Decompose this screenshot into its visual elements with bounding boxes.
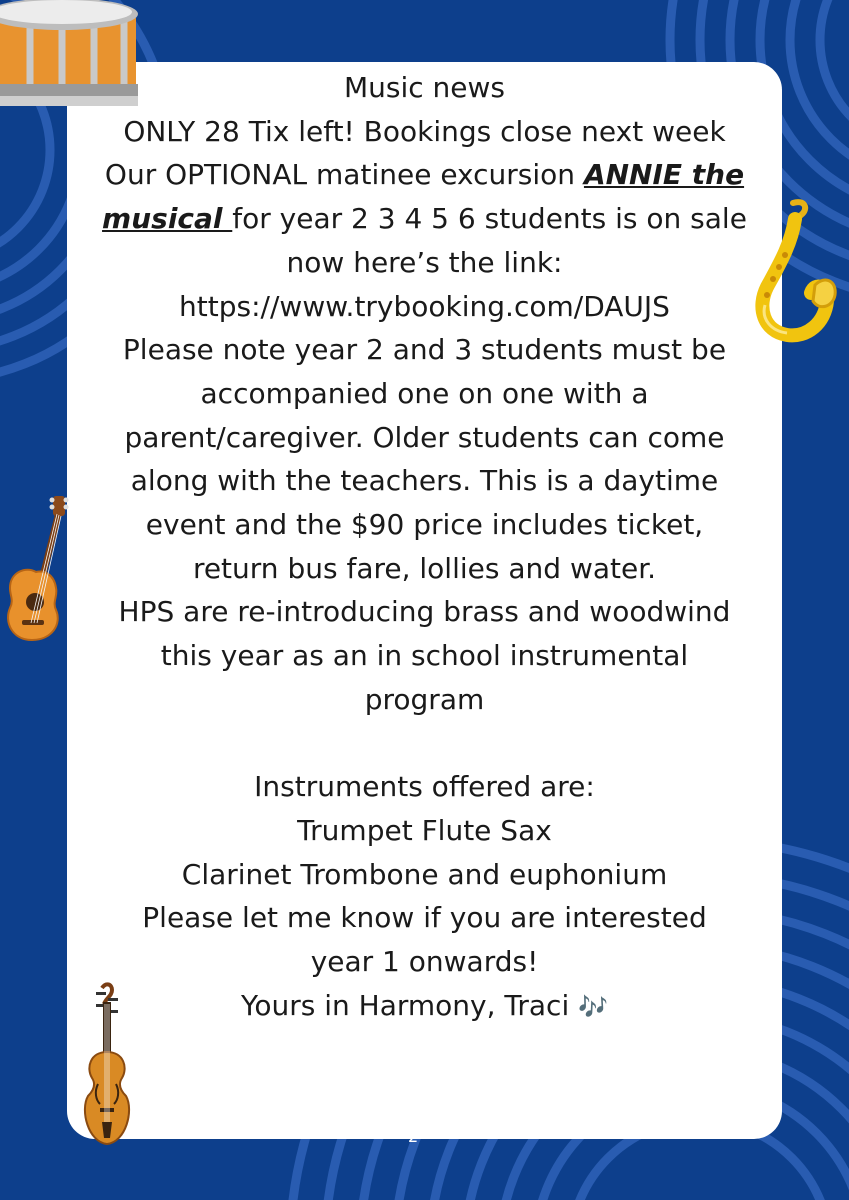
saxophone-icon — [745, 195, 840, 345]
interest-line-1: Please let me know if you are interested — [142, 901, 707, 935]
newsletter-body — [67, 66, 782, 1029]
excursion-line-1 — [67, 153, 782, 197]
show-name-part-1[interactable]: ANNIE the — [583, 158, 745, 192]
newsletter-card — [67, 62, 782, 1139]
interest-line-2: year 1 onwards! — [310, 945, 539, 979]
note-line-2: accompanied one on one with a — [200, 376, 649, 410]
excursion-text-post: for year 2 3 4 5 6 students is on sale — [232, 202, 747, 236]
excursion-line-2 — [67, 197, 782, 241]
note-line-5: event and the $90 price includes ticket, — [145, 508, 704, 542]
note-line-4: along with the teachers. This is a daytime — [130, 464, 719, 498]
excursion-text-pre: Our OPTIONAL matinee excursion — [104, 158, 584, 192]
program-line-3: program — [364, 682, 485, 716]
note-line-6: return bus fare, lollies and water. — [192, 551, 657, 585]
drum-icon — [0, 0, 140, 115]
violin-icon — [82, 982, 152, 1147]
booking-link[interactable]: https://www.trybooking.com/DAUJS — [179, 289, 670, 323]
tickets-line: ONLY 28 Tix left! Bookings close next week — [123, 114, 726, 148]
page-number: 2 — [408, 1127, 419, 1146]
instruments-line-2: Clarinet Trombone and euphonium — [181, 857, 668, 891]
show-name-part-2[interactable]: musical — [102, 202, 233, 236]
guitar-icon — [0, 492, 72, 647]
note-line-1: Please note year 2 and 3 students must be — [122, 333, 727, 367]
program-line-1: HPS are re-introducing brass and woodwind — [118, 595, 731, 629]
instruments-line-1: Trumpet Flute Sax — [297, 813, 552, 847]
signoff-line — [67, 984, 782, 1030]
excursion-line-3: now here’s the link: — [286, 245, 563, 279]
note-line-3: parent/caregiver. Older students can come — [124, 420, 725, 454]
spacer — [67, 722, 782, 766]
instruments-heading: Instruments offered are: — [254, 770, 595, 804]
music-notes-icon: 🎶 — [578, 992, 609, 1021]
program-line-2: this year as an in school instrumental — [160, 639, 689, 673]
newsletter-title: Music news — [343, 71, 506, 104]
signoff-text: Yours in Harmony, Traci — [240, 988, 570, 1022]
